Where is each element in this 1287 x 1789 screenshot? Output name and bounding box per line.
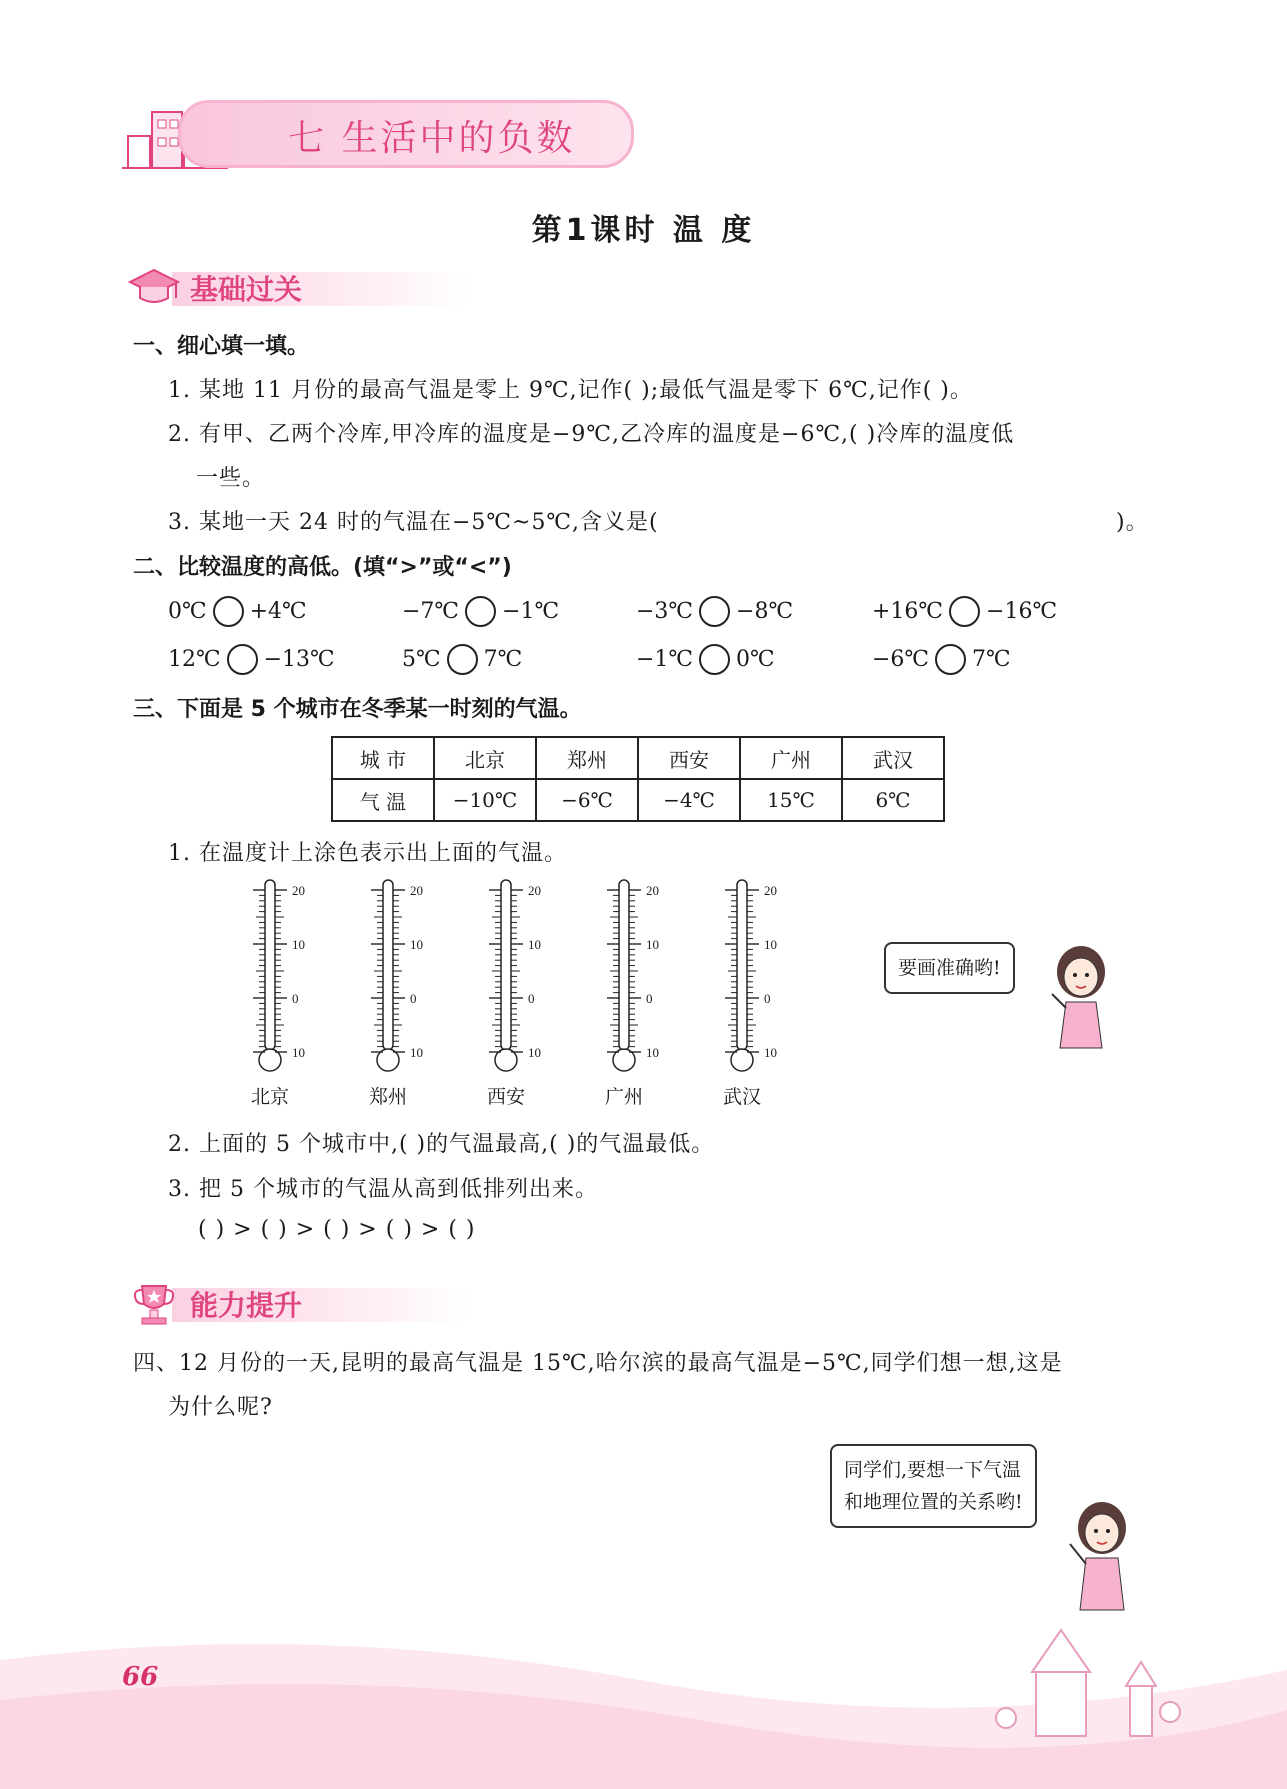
chapter-banner xyxy=(118,94,638,170)
thermometer-tick-label: 0 xyxy=(764,991,771,1006)
lesson-title: 第1课时 温 度 xyxy=(531,213,756,248)
compare-item: 12℃ −13℃ xyxy=(168,644,335,675)
thermometer-tick-label: 20 xyxy=(410,883,423,898)
thermometer-city-label: 西安 xyxy=(486,1086,525,1108)
thermometer-tick-label: 10 xyxy=(764,937,777,952)
thermometer-5[interactable] xyxy=(712,872,792,1108)
table-cell: 15℃ xyxy=(740,779,842,821)
girl-illustration xyxy=(1046,944,1116,1050)
speech-bubble-hint: 要画准确哟! xyxy=(884,942,1015,994)
part3-heading: 三、下面是 5 个城市在冬季某一时刻的气温。 xyxy=(133,697,582,722)
answer-circle[interactable] xyxy=(465,596,496,627)
part4-question: 四、12 月份的一天,昆明的最高气温是 15℃,哈尔滨的最高气温是−5℃,同学们想一想,这是 xyxy=(133,1351,1063,1376)
thermometer-tick-label: 10 xyxy=(528,1045,541,1060)
thermometer-2[interactable] xyxy=(358,872,438,1108)
compare-item: +16℃ −16℃ xyxy=(872,596,1057,627)
answer-circle[interactable] xyxy=(213,596,244,627)
section-tag-ability xyxy=(128,1278,488,1326)
thermometer-tick-label: 0 xyxy=(410,991,417,1006)
thermometer-tick-label: 10 xyxy=(764,1045,777,1060)
trophy-icon xyxy=(128,1280,180,1326)
compare-item: −3℃ −8℃ xyxy=(636,596,793,627)
table-cell: 武汉 xyxy=(842,737,944,779)
compare-item: 5℃ 7℃ xyxy=(402,644,522,675)
table-cell: 郑州 xyxy=(536,737,638,779)
chapter-title: 七 生活中的负数 xyxy=(288,118,576,159)
thermometer-group xyxy=(240,872,820,1108)
section-label: 基础过关 xyxy=(190,273,303,306)
part3-q1: 1. 在温度计上涂色表示出上面的气温。 xyxy=(168,841,567,866)
table-cell: 广州 xyxy=(740,737,842,779)
answer-circle[interactable] xyxy=(935,644,966,675)
answer-circle[interactable] xyxy=(699,644,730,675)
answer-circle[interactable] xyxy=(227,644,258,675)
table-cell: −6℃ xyxy=(536,779,638,821)
table-cell: 6℃ xyxy=(842,779,944,821)
thermometer-city-label: 北京 xyxy=(250,1086,289,1108)
thermometer-tick-label: 10 xyxy=(410,937,423,952)
part2-heading: 二、比较温度的高低。(填“>”或“<”) xyxy=(133,555,512,580)
part1-q3: 3. 某地一天 24 时的气温在−5℃~5℃,含义是( xyxy=(168,510,659,535)
thermometer-tick-label: 20 xyxy=(292,883,305,898)
part1-q2-cont: 一些。 xyxy=(196,466,266,491)
part4-question-cont: 为什么呢? xyxy=(168,1395,273,1420)
girl-illustration xyxy=(1060,1500,1140,1612)
thermometer-tick-label: 10 xyxy=(292,937,305,952)
thermometer-tick-label: 10 xyxy=(292,1045,305,1060)
thermometer-tick-label: 0 xyxy=(646,991,653,1006)
thermometer-1[interactable] xyxy=(240,872,320,1108)
answer-circle[interactable] xyxy=(699,596,730,627)
thermometer-tick-label: 0 xyxy=(292,991,299,1006)
thermometer-tick-label: 10 xyxy=(528,937,541,952)
section-label: 能力提升 xyxy=(190,1289,303,1322)
thermometer-tick-label: 10 xyxy=(410,1045,423,1060)
thermometer-tick-label: 20 xyxy=(646,883,659,898)
answer-circle[interactable] xyxy=(949,596,980,627)
table-cell: −10℃ xyxy=(434,779,536,821)
part1-q3-end: )。 xyxy=(1116,510,1149,535)
table-header-cell: 城 市 xyxy=(332,737,434,779)
thermometer-tick-label: 0 xyxy=(528,991,535,1006)
order-answer-line: ( ) > ( ) > ( ) > ( ) > ( ) xyxy=(198,1217,476,1242)
section-tag-basic xyxy=(128,262,488,310)
thermometer-tick-label: 20 xyxy=(764,883,777,898)
page-number: 66 xyxy=(122,1662,159,1692)
compare-item: −1℃ 0℃ xyxy=(636,644,775,675)
thermometer-city-label: 郑州 xyxy=(368,1086,407,1108)
thermometer-tick-label: 10 xyxy=(646,937,659,952)
graduation-cap-icon xyxy=(128,264,180,310)
speech-bubble-hint: 同学们,要想一下气温 和地理位置的关系哟! xyxy=(830,1444,1037,1528)
thermometer-city-label: 武汉 xyxy=(722,1086,761,1108)
table-header-cell: 气 温 xyxy=(332,779,434,821)
compare-item: −6℃ 7℃ xyxy=(872,644,1011,675)
thermometer-tick-label: 20 xyxy=(528,883,541,898)
city-temperature-table xyxy=(331,736,945,822)
part1-q1: 1. 某地 11 月份的最高气温是零上 9℃,记作( );最低气温是零下 6℃,记作( )。 xyxy=(168,378,973,403)
compare-item: 0℃ +4℃ xyxy=(168,596,307,627)
table-cell: −4℃ xyxy=(638,779,740,821)
thermometer-3[interactable] xyxy=(476,872,556,1108)
part1-heading: 一、细心填一填。 xyxy=(133,334,310,359)
part3-q3: 3. 把 5 个城市的气温从高到低排列出来。 xyxy=(168,1177,598,1202)
thermometer-4[interactable] xyxy=(594,872,674,1108)
part3-q2: 2. 上面的 5 个城市中,( )的气温最高,( )的气温最低。 xyxy=(168,1132,715,1157)
table-row xyxy=(332,779,944,821)
thermometer-city-label: 广州 xyxy=(604,1086,643,1108)
table-cell: 北京 xyxy=(434,737,536,779)
table-cell: 西安 xyxy=(638,737,740,779)
thermometer-tick-label: 10 xyxy=(646,1045,659,1060)
table-row xyxy=(332,737,944,779)
footer-wave-decoration xyxy=(0,1600,1287,1789)
answer-circle[interactable] xyxy=(447,644,478,675)
compare-item: −7℃ −1℃ xyxy=(402,596,559,627)
part1-q2: 2. 有甲、乙两个冷库,甲冷库的温度是−9℃,乙冷库的温度是−6℃,( )冷库的温度低 xyxy=(168,422,1015,447)
